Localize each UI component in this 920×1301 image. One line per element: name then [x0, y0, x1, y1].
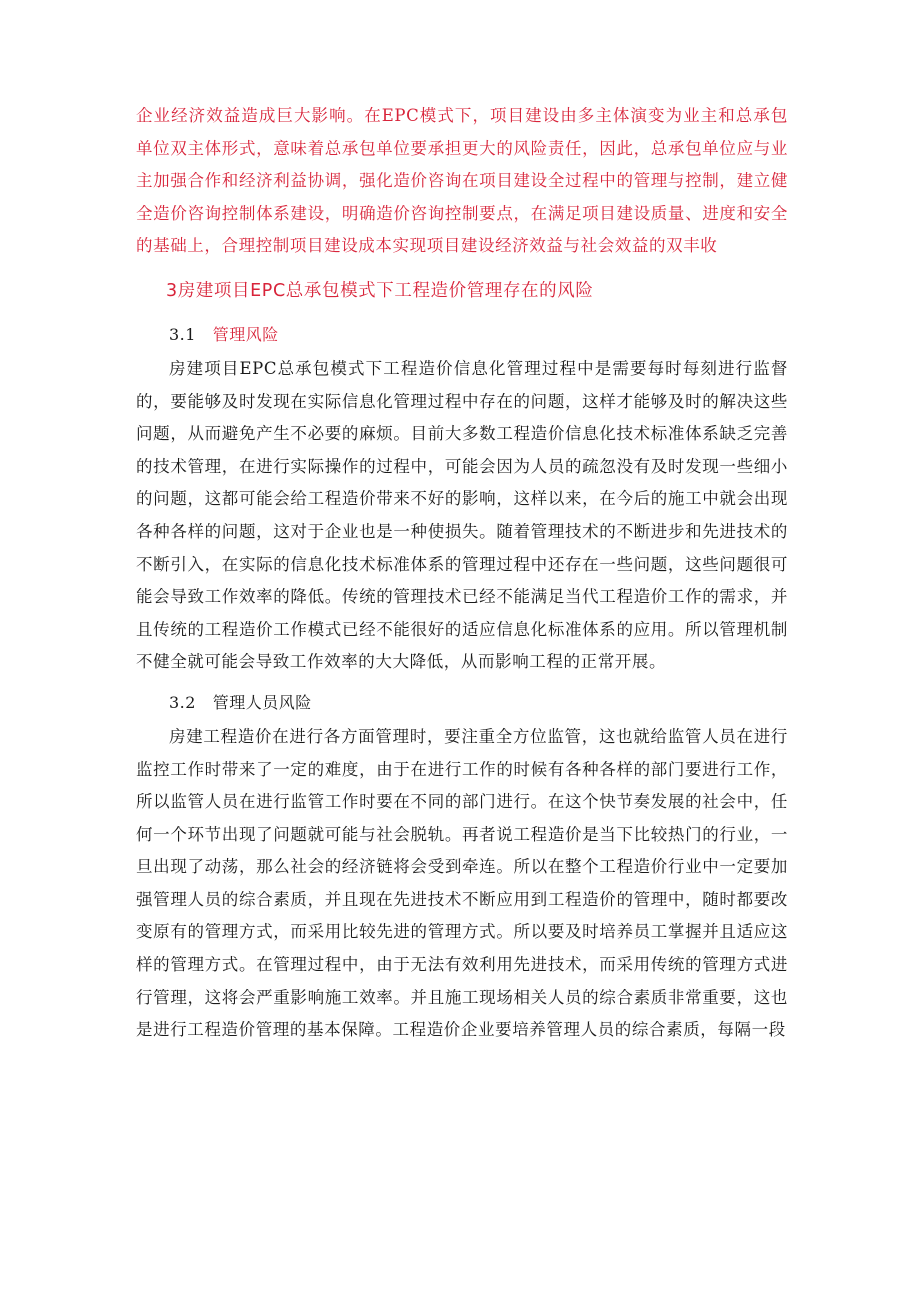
document-page [136, 100, 788, 1047]
subsection-2-body: 房建工程造价在进行各方面管理时，要注重全方位监管，这也就给监管人员在进行监控工作时带来了一定的难度，由于在进行工作的时候有各种各样的部门要进行工作，所以监管人员在进行监管工作时要在不同的部门进行。在这个快节奏发展的社会中，任何一个环节出现了问题就可能与社会脱轨。再者说工程造价是当下比较热门的行业，一旦出现了动荡，那么社会的经济链将会受到牵连。所以在整个工程造价行业中一定要加强管理人员的综合素质，并且现在先进技术不断应用到工程造价的管理中，随时都要改变原有的管理方式，而采用比较先进的管理方式。所以要及时培养员工掌握并且适应这样的管理方式。在管理过程中，由于无法有效利用先进技术，而采用传统的管理方式进行管理，这将会严重影响施工效率。并且施工现场相关人员的综合素质非常重要，这也是进行工程造价管理的基本保障。工程造价企业要培养管理人员的综合素质，每隔一段 [136, 726, 788, 1040]
subsection-1-title: 管理风险 [212, 324, 279, 344]
subsection-1-heading [136, 319, 788, 351]
subsection-1-number: 3.1 [169, 324, 196, 344]
subsection-2-number: 3.2 [169, 692, 196, 712]
subsection-2-heading [136, 687, 788, 719]
intro-paragraph: 企业经济效益造成巨大影响。在EPC模式下，项目建设由多主体演变为业主和总承包单位双主体形式，意味着总承包单位要承担更大的风险责任，因此，总承包单位应与业主加强合作和经济利益协调，强化造价咨询在项目建设全过程中的管理与控制，建立健全造价咨询控制体系建设，明确造价咨询控制要点，在满足项目建设质量、进度和安全的基础上，合理控制项目建设成本实现项目建设经济效益与社会效益的双丰收 [136, 106, 788, 256]
subsection-2-title: 管理人员风险 [212, 692, 312, 712]
subsection-1-body: 房建项目EPC总承包模式下工程造价信息化管理过程中是需要每时每刻进行监督的，要能够及时发现在实际信息化管理过程中存在的问题，这样才能够及时的解决这些问题，从而避免产生不必要的麻烦。目前大多数工程造价信息化技术标准体系缺乏完善的技术管理，在进行实际操作的过程中，可能会因为人员的疏忽没有及时发现一些细小的问题，这都可能会给工程造价带来不好的影响，这样以来，在今后的施工中就会出现各种各样的问题，这对于企业也是一种使损失。随着管理技术的不断进步和先进技术的不断引入，在实际的信息化技术标准体系的管理过程中还存在一些问题，这些问题很可能会导致工作效率的降低。传统的管理技术已经不能满足当代工程造价工作的需求，并且传统的工程造价工作模式已经不能很好的适应信息化标准体系的应用。所以管理机制不健全就可能会导致工作效率的大大降低，从而影响工程的正常开展。 [136, 358, 788, 672]
section-title: 3房建项目EPC总承包模式下工程造价管理存在的风险 [166, 280, 594, 301]
